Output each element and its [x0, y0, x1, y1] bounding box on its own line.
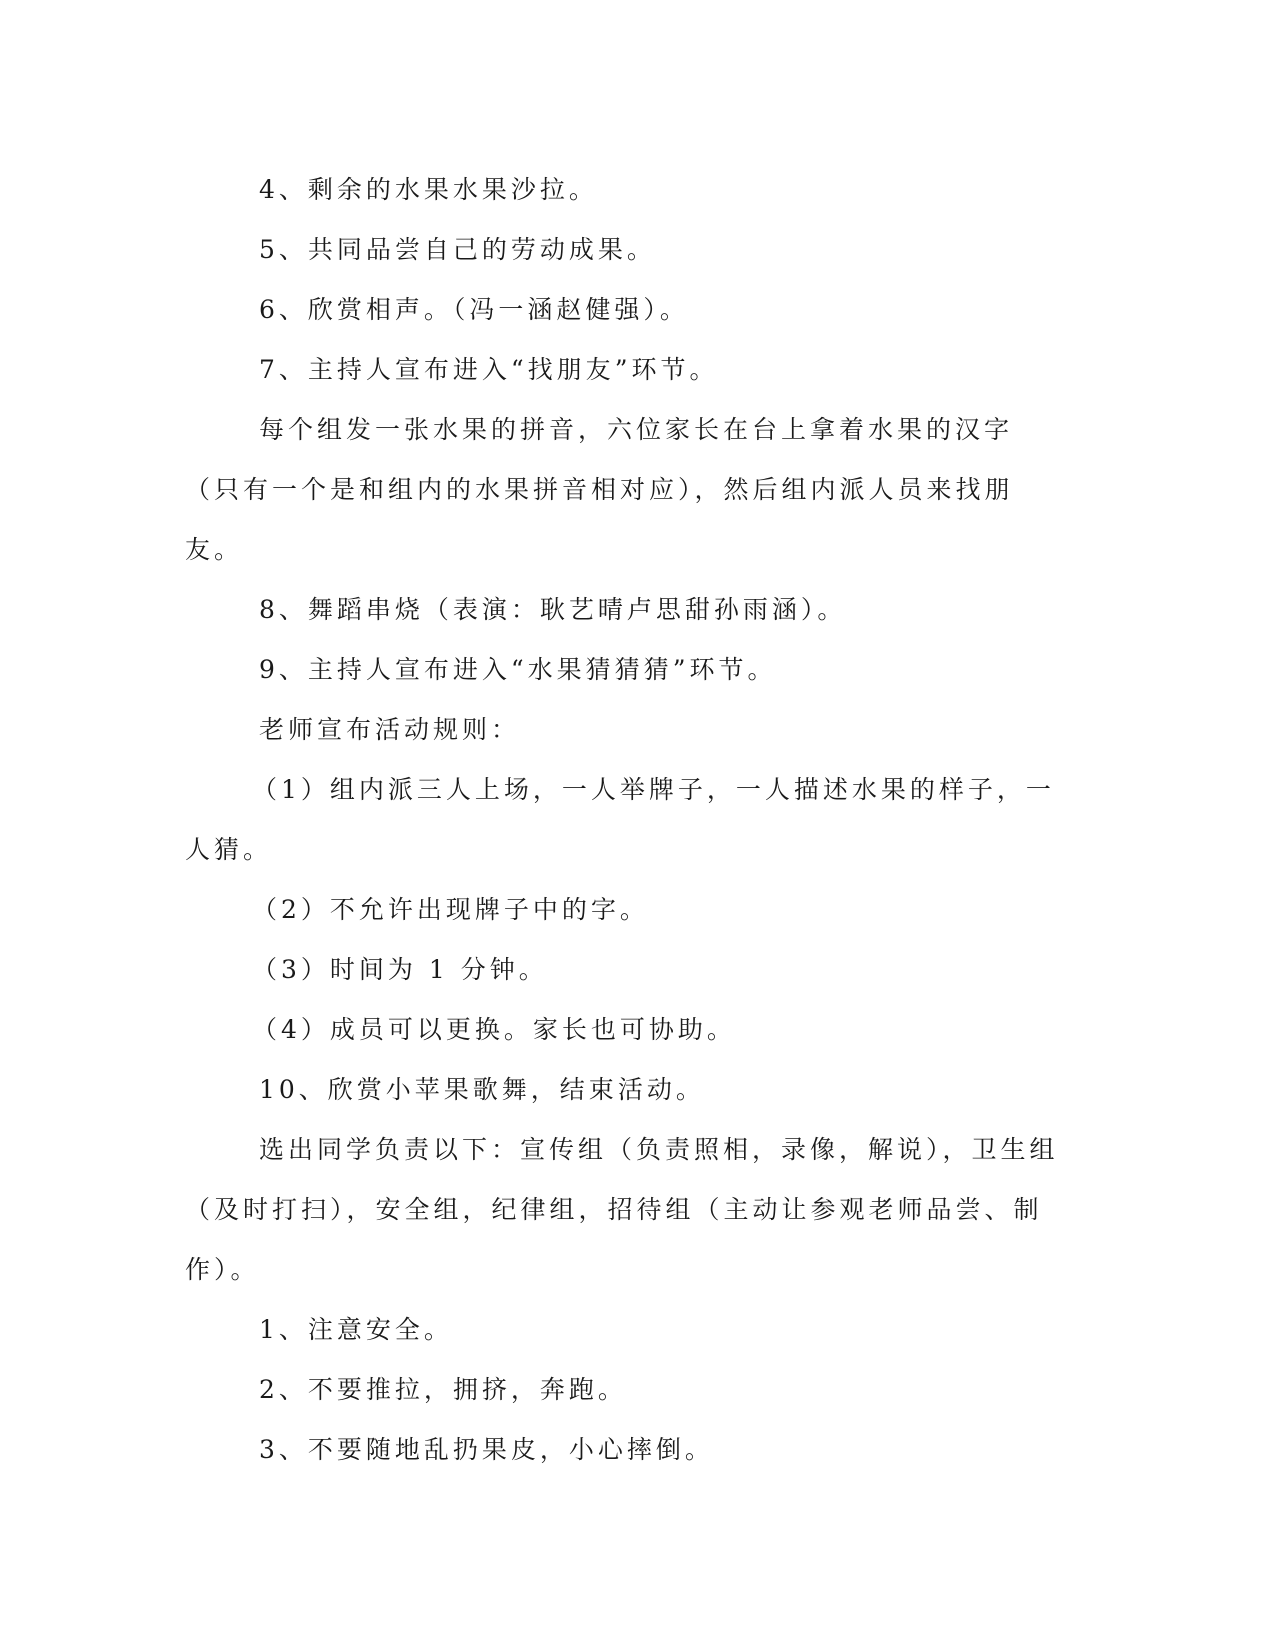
document-body: [185, 160, 1065, 1480]
paragraph-find-friends-rules: 每个组发一张水果的拼音，六位家长在台上拿着水果的汉字（只有一个是和组内的水果拼音相对应），然后组内派人员来找朋友。: [185, 415, 1014, 564]
paragraph-rule-4: （4）成员可以更换。家长也可协助。: [252, 1015, 736, 1044]
paragraph-item-10: 10、欣赏小苹果歌舞，结束活动。: [259, 1075, 705, 1104]
paragraph-rules-heading: 老师宣布活动规则：: [259, 715, 521, 744]
paragraph-item-7: 7、主持人宣布进入“找朋友”环节。: [259, 355, 719, 384]
paragraph-safety-1: 1、注意安全。: [259, 1315, 453, 1344]
paragraph-safety-2: 2、不要推拉，拥挤，奔跑。: [259, 1375, 627, 1404]
paragraph-item-8: 8、舞蹈串烧（表演：耿艺晴卢思甜孙雨涵）。: [259, 595, 847, 624]
paragraph-item-6: 6、欣赏相声。（冯一涵赵健强）。: [259, 295, 689, 324]
paragraph-rule-3: （3）时间为 1 分钟。: [252, 955, 548, 984]
paragraph-safety-3: 3、不要随地乱扔果皮，小心摔倒。: [259, 1435, 714, 1464]
paragraph-item-4: 4、剩余的水果水果沙拉。: [259, 175, 598, 204]
paragraph-team-assignments: 选出同学负责以下：宣传组（负责照相，录像，解说），卫生组（及时打扫），安全组，纪律组，招待组（主动让参观老师品尝、制作）。: [185, 1135, 1059, 1284]
paragraph-item-5: 5、共同品尝自己的劳动成果。: [259, 235, 656, 264]
paragraph-rule-1: （1）组内派三人上场，一人举牌子，一人描述水果的样子，一人猜。: [185, 775, 1055, 864]
paragraph-rule-2: （2）不允许出现牌子中的字。: [252, 895, 649, 924]
paragraph-item-9: 9、主持人宣布进入“水果猜猜猜”环节。: [259, 655, 777, 684]
